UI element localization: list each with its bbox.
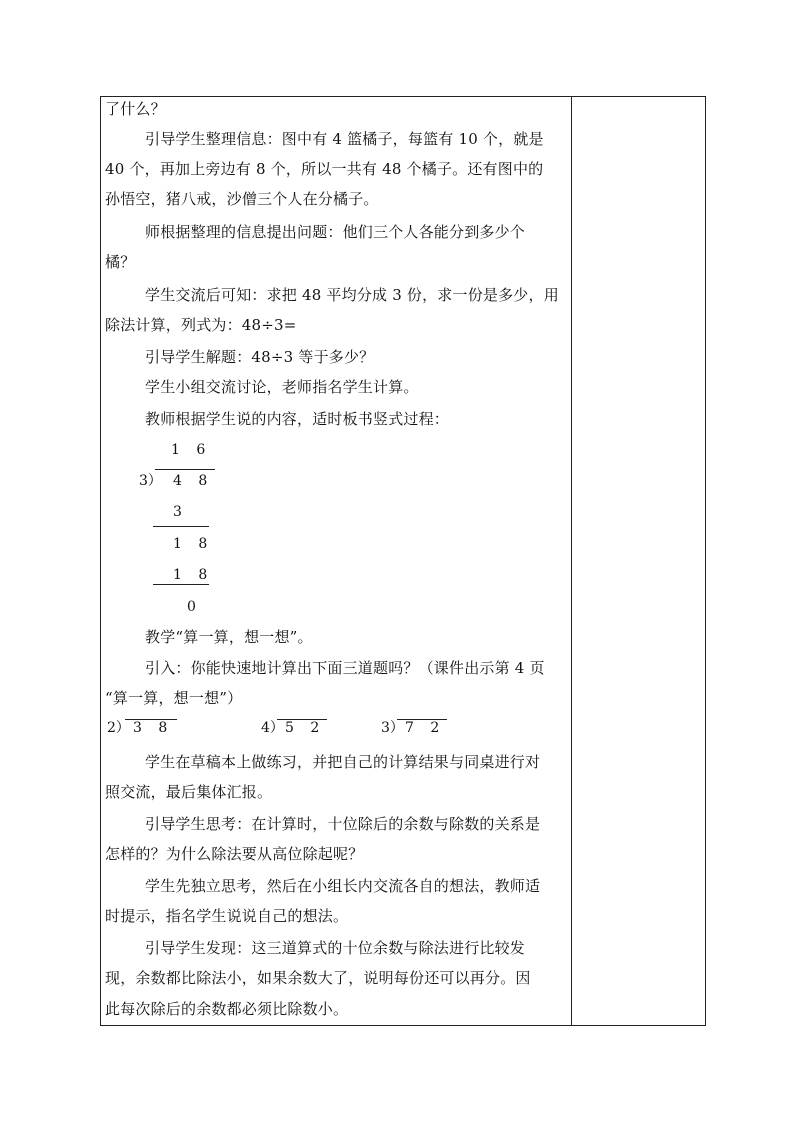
text-line: 师根据整理的信息提出问题：他们三个人各能分到多少个: [145, 223, 526, 241]
dividend: 4 8: [173, 473, 214, 489]
text-line: 现，余数都比除法小，如果余数大了，说明每份还可以再分。因: [105, 969, 531, 987]
text-line: 学生交流后可知：求把 48 平均分成 3 份，求一份是多少，用: [145, 286, 559, 304]
text-line: 引入：你能快速地计算出下面三道题吗？（课件出示第 4 页: [145, 659, 545, 677]
text-line: 引导学生思考：在计算时，十位除后的余数与除数的关系是: [145, 815, 541, 833]
lesson-table: [100, 96, 706, 1026]
text-line: 了什么？: [105, 100, 166, 118]
text-line: 学生先独立思考，然后在小组长内交流各自的想法，教师适: [145, 877, 541, 895]
subtraction-bar: [153, 526, 209, 527]
text-line: 40 个，再加上旁边有 8 个，所以一共有 48 个橘子。还有图中的: [105, 160, 544, 178]
division-step: 3: [173, 504, 188, 520]
exercise-divisor: 4）: [261, 720, 284, 736]
remainder: 0: [187, 599, 202, 615]
divisor: 3）: [139, 473, 162, 489]
text-line: “算一算，想一想”）: [105, 689, 243, 707]
division-step: 1 8: [173, 536, 214, 552]
exercise-divisor: 2）: [107, 720, 130, 736]
text-line: 引导学生整理信息：图中有 4 篮橘子，每篮有 10 个，就是: [145, 130, 544, 148]
text-line: 孙悟空，猪八戒，沙僧三个人在分橘子。: [105, 190, 379, 208]
text-line: 教师根据学生说的内容，适时板书竖式过程：: [145, 410, 450, 428]
quotient: 1 6: [171, 442, 212, 458]
subtraction-bar: [153, 584, 209, 585]
text-line: 学生小组交流讨论，老师指名学生计算。: [145, 378, 419, 396]
exercise-dividend: 5 2: [285, 720, 326, 736]
text-line: 怎样的？为什么除法要从高位除起呢？: [105, 845, 364, 863]
division-bar: [277, 719, 327, 720]
exercise-dividend: 7 2: [405, 720, 446, 736]
division-bar: [125, 719, 177, 720]
exercise-dividend: 3 8: [133, 720, 174, 736]
division-bar: [397, 719, 447, 720]
exercise-divisor: 3）: [381, 720, 404, 736]
text-line: 时提示，指名学生说说自己的想法。: [105, 907, 349, 925]
text-line: 引导学生解题：48÷3 等于多少？: [145, 348, 375, 366]
text-line: 除法计算，列式为：48÷3=: [105, 316, 297, 334]
text-line: 照交流，最后集体汇报。: [105, 783, 273, 801]
column-divider: [571, 97, 572, 1025]
text-line: 引导学生发现：这三道算式的十位余数与除法进行比较发: [145, 939, 526, 957]
text-line: 此每次除后的余数都必须比除数小。: [105, 1000, 349, 1018]
division-step: 1 8: [173, 567, 214, 583]
text-line: 教学“算一算，想一想”。: [145, 628, 313, 646]
text-line: 橘？: [105, 253, 136, 271]
text-line: 学生在草稿本上做练习，并把自己的计算结果与同桌进行对: [145, 753, 541, 771]
